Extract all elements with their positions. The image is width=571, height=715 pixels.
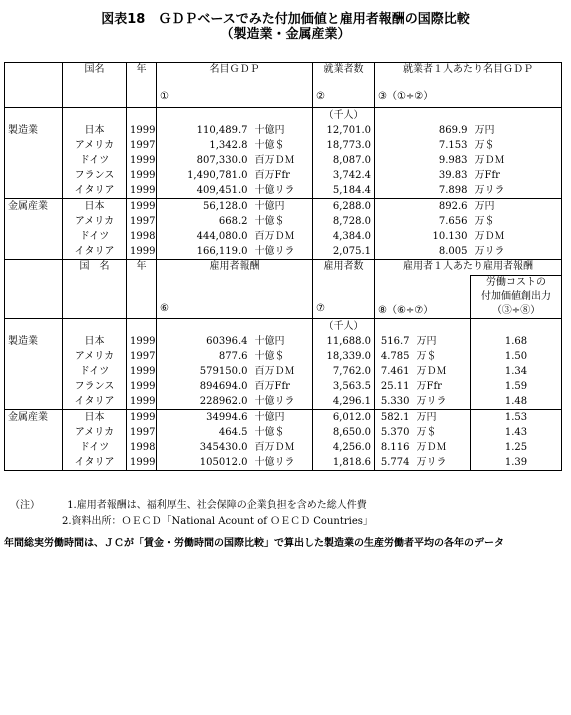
gdp-unit-cell: 十億円 xyxy=(251,199,313,215)
comp-per-capita-cell: 516.7 xyxy=(375,334,413,349)
per-capita-cell: 869.9 xyxy=(375,123,471,138)
col-header-gdp xyxy=(157,63,313,108)
comp-per-capita-unit-cell: 万Ffr xyxy=(413,379,471,394)
employed-cell: 4,384.0 xyxy=(313,229,375,244)
country-cell: 日本 xyxy=(63,334,127,349)
comp-per-capita-cell: 25.11 xyxy=(375,379,413,394)
employees-cell: 1,818.6 xyxy=(313,455,375,471)
page-title: 図表18 ＧＤＰベースでみた付加価値と雇用者報酬の国際比較 xyxy=(101,12,470,27)
country-cell: 日本 xyxy=(63,123,127,138)
col-header-country: 国名 xyxy=(63,63,127,108)
year-cell: 1999 xyxy=(127,410,157,426)
sector-cell xyxy=(5,214,63,229)
year-cell: 1999 xyxy=(127,183,157,199)
year-cell: 1999 xyxy=(127,394,157,410)
footer-note: 年間総実労働時間は、ＪＣが「賃金・労働時間の国際比較」で算出した製造業の生産労働者平均の各年のデータ xyxy=(4,538,504,549)
gdp-num: ① xyxy=(160,91,169,102)
comp-per-capita-cell: 4.785 xyxy=(375,349,413,364)
year-cell: 1999 xyxy=(127,199,157,215)
gdp-cell: 668.2 xyxy=(157,214,251,229)
note-1: 1.雇用者報酬は、福利厚生、社会保障の企業負担を含めた総人件費 xyxy=(67,500,367,511)
comp-per-capita-unit-cell: 万ＤＭ xyxy=(413,364,471,379)
per-capita-cell: 39.83 xyxy=(375,168,471,183)
table-row xyxy=(5,229,562,244)
comparison-table xyxy=(4,62,562,471)
sector-cell xyxy=(5,379,63,394)
table-cell xyxy=(5,319,63,335)
year-cell: 1997 xyxy=(127,349,157,364)
labor-cost-ratio-cell: 1.43 xyxy=(471,425,562,440)
table-row xyxy=(5,440,562,455)
country-cell: フランス xyxy=(63,168,127,183)
employees-num: ⑦ xyxy=(316,303,325,314)
sector-cell xyxy=(5,425,63,440)
comp-num: ⑥ xyxy=(160,303,169,314)
country-cell: イタリア xyxy=(63,394,127,410)
per-capita-cell: 10.130 xyxy=(375,229,471,244)
employees-cell: 4,256.0 xyxy=(313,440,375,455)
table-row xyxy=(5,214,562,229)
employed-cell: 3,742.4 xyxy=(313,168,375,183)
labor-cost-line1: 労働コストの xyxy=(486,277,547,288)
sector-label: 金属産業 xyxy=(5,199,63,215)
year-cell: 1999 xyxy=(127,244,157,260)
comp-label: 雇用者報酬 xyxy=(209,261,260,272)
sector-cell xyxy=(5,153,63,168)
country-cell: ドイツ xyxy=(63,364,127,379)
comp-cell: 464.5 xyxy=(157,425,251,440)
country-cell: ドイツ xyxy=(63,440,127,455)
sector-cell xyxy=(5,364,63,379)
country-cell: アメリカ xyxy=(63,138,127,153)
per-capita-cell: 7.153 xyxy=(375,138,471,153)
gdp-cell: 409,451.0 xyxy=(157,183,251,199)
comp-unit-cell: 十億＄ xyxy=(251,349,313,364)
table-cell xyxy=(5,108,63,124)
sector-cell xyxy=(5,455,63,471)
gdp-unit-cell: 百万ＤＭ xyxy=(251,229,313,244)
per-capita-unit-cell: 万リラ xyxy=(471,183,562,199)
sector-cell xyxy=(5,394,63,410)
table-row xyxy=(5,244,562,260)
unit-row xyxy=(5,108,562,124)
gdp-unit-cell: 十億＄ xyxy=(251,214,313,229)
country-cell: ドイツ xyxy=(63,153,127,168)
comp-unit-cell: 百万Ffr xyxy=(251,379,313,394)
per-capita-unit-cell: 万Ffr xyxy=(471,168,562,183)
comp-per-capita-cell: 8.116 xyxy=(375,440,413,455)
per-capita-unit-cell: 万＄ xyxy=(471,138,562,153)
table-row xyxy=(5,425,562,440)
employed-cell: 12,701.0 xyxy=(313,123,375,138)
year-cell: 1998 xyxy=(127,440,157,455)
unit-label: （千人） xyxy=(313,319,375,335)
employees-cell: 6,012.0 xyxy=(313,410,375,426)
comp-per-capita-unit-cell: 万＄ xyxy=(413,425,471,440)
employees-cell: 18,339.0 xyxy=(313,349,375,364)
table-cell xyxy=(63,108,127,124)
table-row xyxy=(5,379,562,394)
employed-cell: 2,075.1 xyxy=(313,244,375,260)
table-row xyxy=(5,153,562,168)
labor-cost-ratio-cell: 1.39 xyxy=(471,455,562,471)
per-capita-label: 就業者１人あたり名目ＧＤＰ xyxy=(403,64,534,75)
labor-cost-line2: 付加価値創出力 xyxy=(481,291,552,302)
comp-cell: 894694.0 xyxy=(157,379,251,394)
gdp-unit-cell: 十億＄ xyxy=(251,138,313,153)
gdp-cell: 807,330.0 xyxy=(157,153,251,168)
year-cell: 1999 xyxy=(127,123,157,138)
gdp-cell: 1,490,781.0 xyxy=(157,168,251,183)
col-header-labor-cost xyxy=(471,276,562,319)
sector-label: 製造業 xyxy=(5,123,63,138)
table-cell xyxy=(5,63,63,108)
sector-cell xyxy=(5,349,63,364)
header-row xyxy=(5,260,562,276)
gdp-cell: 110,489.7 xyxy=(157,123,251,138)
table-row xyxy=(5,349,562,364)
sector-cell xyxy=(5,440,63,455)
sector-cell xyxy=(5,229,63,244)
table-row xyxy=(5,123,562,138)
employees-cell: 3,563.5 xyxy=(313,379,375,394)
table-row xyxy=(5,138,562,153)
employed-cell: 6,288.0 xyxy=(313,199,375,215)
comp-per-capita-unit-cell: 万リラ xyxy=(413,394,471,410)
sector-cell xyxy=(5,168,63,183)
table-row xyxy=(5,410,562,426)
country-cell: 日本 xyxy=(63,199,127,215)
country-cell: ドイツ xyxy=(63,229,127,244)
country-cell: イタリア xyxy=(63,455,127,471)
table-cell xyxy=(375,319,471,335)
employees-cell: 8,650.0 xyxy=(313,425,375,440)
labor-cost-ratio-cell: 1.34 xyxy=(471,364,562,379)
comp-per-capita-unit-cell: 万リラ xyxy=(413,455,471,471)
year-cell: 1999 xyxy=(127,455,157,471)
comp-per-capita-cell: 5.330 xyxy=(375,394,413,410)
comp-unit-cell: 百万ＤＭ xyxy=(251,364,313,379)
employees-cell: 11,688.0 xyxy=(313,334,375,349)
gdp-unit-cell: 十億リラ xyxy=(251,183,313,199)
employees-cell: 4,296.1 xyxy=(313,394,375,410)
labor-cost-ratio-cell: 1.25 xyxy=(471,440,562,455)
gdp-cell: 444,080.0 xyxy=(157,229,251,244)
comp-per-capita-cell: 5.370 xyxy=(375,425,413,440)
year-cell: 1999 xyxy=(127,379,157,394)
comp-per-capita-unit-cell: 万円 xyxy=(413,410,471,426)
table-row xyxy=(5,364,562,379)
comp-cell: 228962.0 xyxy=(157,394,251,410)
table-cell xyxy=(375,108,562,124)
table-cell xyxy=(471,319,562,335)
gdp-unit-cell: 百万ＤＭ xyxy=(251,153,313,168)
notes-line-2 xyxy=(10,512,373,527)
comp-per-capita-cell: 582.1 xyxy=(375,410,413,426)
table-row xyxy=(5,334,562,349)
per-capita-unit-cell: 万円 xyxy=(471,123,562,138)
comp-per-capita-num-cell xyxy=(375,276,471,319)
table-cell xyxy=(157,108,313,124)
gdp-unit-cell: 百万Ffr xyxy=(251,168,313,183)
employees-label: 雇用者数 xyxy=(323,261,364,272)
employed-cell: 8,728.0 xyxy=(313,214,375,229)
comp-per-capita-num: ⑧（⑥÷⑦） xyxy=(378,305,434,316)
unit-label: （千人） xyxy=(313,108,375,124)
per-capita-num: ③（①÷②） xyxy=(378,91,434,102)
table-cell xyxy=(157,319,313,335)
country-cell: 日本 xyxy=(63,410,127,426)
employed-label: 就業者数 xyxy=(323,64,364,75)
per-capita-cell: 892.6 xyxy=(375,199,471,215)
comp-cell: 34994.6 xyxy=(157,410,251,426)
table-row xyxy=(5,455,562,471)
table-row xyxy=(5,168,562,183)
note-2: 2.資料出所：ＯＥＣＤ「National Acount of ＯＥＣＤ Countries」 xyxy=(62,516,373,527)
employees-cell: 7,762.0 xyxy=(313,364,375,379)
year-cell: 1997 xyxy=(127,138,157,153)
per-capita-unit-cell: 万ＤＭ xyxy=(471,229,562,244)
col-header-employed xyxy=(313,63,375,108)
employed-cell: 18,773.0 xyxy=(313,138,375,153)
gdp-cell: 56,128.0 xyxy=(157,199,251,215)
year-cell: 1997 xyxy=(127,425,157,440)
comp-cell: 579150.0 xyxy=(157,364,251,379)
per-capita-cell: 8.005 xyxy=(375,244,471,260)
col-header-country: 国 名 xyxy=(63,260,127,319)
per-capita-unit-cell: 万ＤＭ xyxy=(471,153,562,168)
year-cell: 1999 xyxy=(127,334,157,349)
comp-cell: 877.6 xyxy=(157,349,251,364)
labor-cost-ratio-cell: 1.59 xyxy=(471,379,562,394)
table-row xyxy=(5,183,562,199)
labor-cost-ratio-cell: 1.50 xyxy=(471,349,562,364)
table-cell xyxy=(63,319,127,335)
country-cell: アメリカ xyxy=(63,349,127,364)
col-header-employees xyxy=(313,260,375,319)
country-cell: アメリカ xyxy=(63,214,127,229)
year-cell: 1997 xyxy=(127,214,157,229)
per-capita-unit-cell: 万リラ xyxy=(471,244,562,260)
year-cell: 1999 xyxy=(127,153,157,168)
notes-label: （注） xyxy=(10,500,40,511)
table-cell xyxy=(127,108,157,124)
sector-cell xyxy=(5,183,63,199)
unit-row xyxy=(5,319,562,335)
sector-cell xyxy=(5,244,63,260)
labor-cost-num: （③÷⑧） xyxy=(491,305,541,316)
per-capita-cell: 9.983 xyxy=(375,153,471,168)
year-cell: 1998 xyxy=(127,229,157,244)
comp-per-capita-cell: 5.774 xyxy=(375,455,413,471)
comp-cell: 60396.4 xyxy=(157,334,251,349)
gdp-label: 名目ＧＤＰ xyxy=(209,64,260,75)
comp-cell: 105012.0 xyxy=(157,455,251,471)
col-header-year: 年 xyxy=(127,260,157,319)
comp-per-capita-unit-cell: 万ＤＭ xyxy=(413,440,471,455)
per-capita-unit-cell: 万円 xyxy=(471,199,562,215)
notes-line-1 xyxy=(10,496,367,511)
comp-unit-cell: 十億円 xyxy=(251,334,313,349)
country-cell: イタリア xyxy=(63,183,127,199)
col-header-per-capita xyxy=(375,63,562,108)
employed-num: ② xyxy=(316,91,325,102)
labor-cost-ratio-cell: 1.68 xyxy=(471,334,562,349)
country-cell: フランス xyxy=(63,379,127,394)
comp-cell: 345430.0 xyxy=(157,440,251,455)
country-cell: イタリア xyxy=(63,244,127,260)
gdp-cell: 166,119.0 xyxy=(157,244,251,260)
per-capita-cell: 7.898 xyxy=(375,183,471,199)
col-header-comp-per-capita xyxy=(375,260,562,276)
employed-cell: 5,184.4 xyxy=(313,183,375,199)
table-row xyxy=(5,199,562,215)
per-capita-unit-cell: 万＄ xyxy=(471,214,562,229)
labor-cost-ratio-cell: 1.48 xyxy=(471,394,562,410)
gdp-cell: 1,342.8 xyxy=(157,138,251,153)
col-header-comp xyxy=(157,260,313,319)
country-cell: アメリカ xyxy=(63,425,127,440)
table-row xyxy=(5,394,562,410)
per-capita-cell: 7.656 xyxy=(375,214,471,229)
sector-label: 製造業 xyxy=(5,334,63,349)
year-cell: 1999 xyxy=(127,364,157,379)
comp-per-capita-label: 雇用者１人あたり雇用者報酬 xyxy=(403,261,534,272)
comp-unit-cell: 十億円 xyxy=(251,410,313,426)
comp-unit-cell: 十億リラ xyxy=(251,455,313,471)
year-cell: 1999 xyxy=(127,168,157,183)
table-cell xyxy=(127,319,157,335)
labor-cost-ratio-cell: 1.53 xyxy=(471,410,562,426)
sector-label: 金属産業 xyxy=(5,410,63,426)
comp-unit-cell: 十億リラ xyxy=(251,394,313,410)
gdp-unit-cell: 十億円 xyxy=(251,123,313,138)
employed-cell: 8,087.0 xyxy=(313,153,375,168)
table-cell xyxy=(5,260,63,319)
comp-per-capita-unit-cell: 万円 xyxy=(413,334,471,349)
page-subtitle: （製造業・金属産業） xyxy=(220,27,351,42)
comp-per-capita-unit-cell: 万＄ xyxy=(413,349,471,364)
comp-unit-cell: 十億＄ xyxy=(251,425,313,440)
comp-per-capita-cell: 7.461 xyxy=(375,364,413,379)
sector-cell xyxy=(5,138,63,153)
col-header-year: 年 xyxy=(127,63,157,108)
comp-unit-cell: 百万ＤＭ xyxy=(251,440,313,455)
gdp-unit-cell: 十億リラ xyxy=(251,244,313,260)
